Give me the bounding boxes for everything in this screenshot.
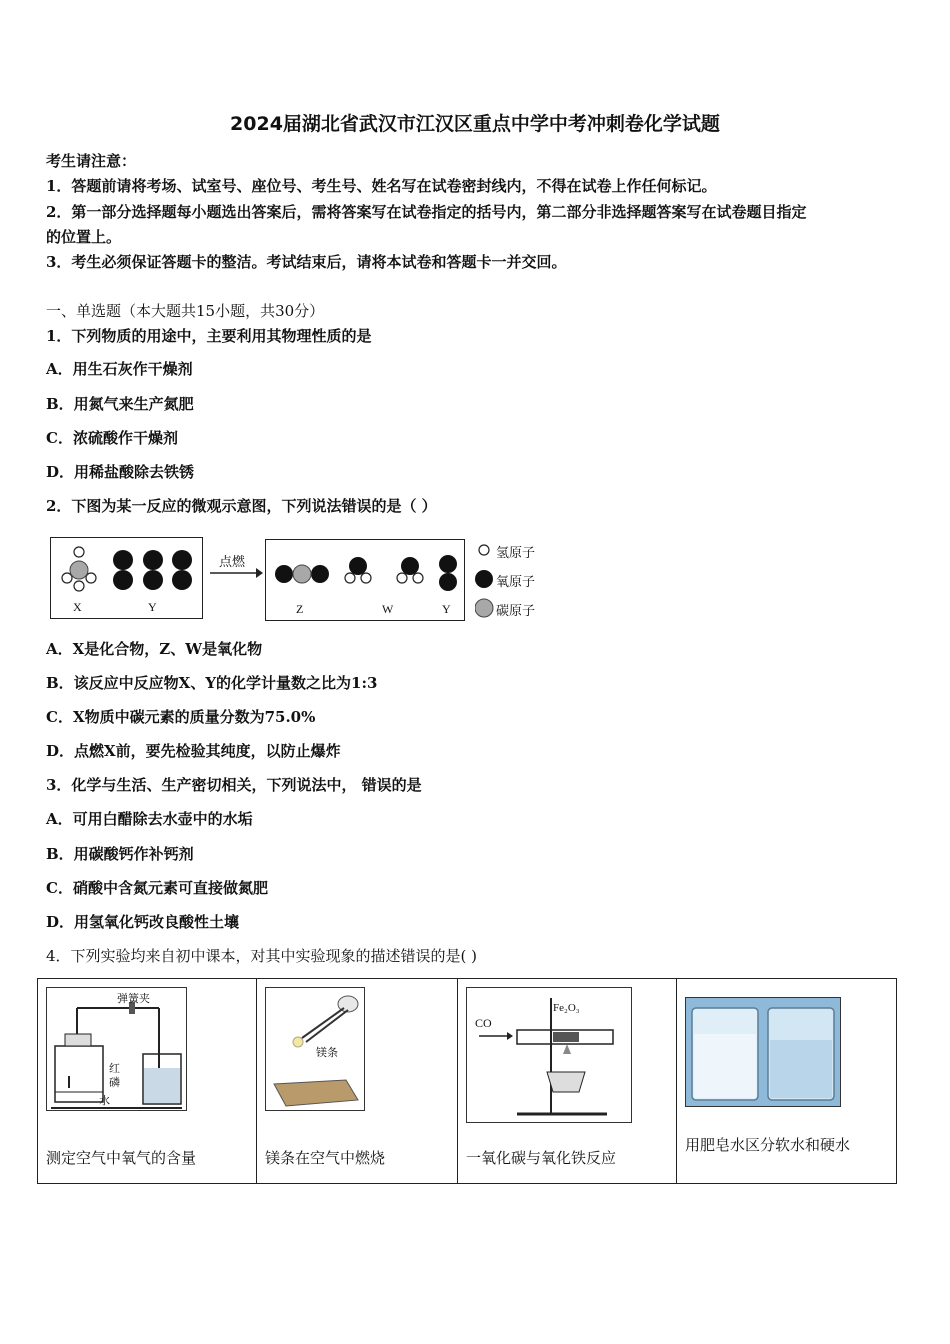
co-fe2o3-apparatus-image (466, 987, 632, 1123)
notice-item: 的位置上。 (46, 228, 122, 246)
option-b: B．该反应中反应物X、Y的化学计量数之比为1:3 (46, 674, 378, 692)
beakers-icon (686, 998, 840, 1106)
experiment-table (37, 978, 897, 1184)
soap-water-image (685, 997, 841, 1107)
experiment-cell (257, 979, 458, 1184)
option-d: D．点燃X前，要先检验其纯度，以防止爆炸 (46, 742, 341, 760)
arrow-label: 点燃 (219, 554, 246, 569)
option-c: C．X物质中碳元素的质量分数为75.0% (46, 708, 316, 726)
section-heading: 一、单选题（本大题共15小题，共30分） (46, 302, 325, 320)
experiment-caption: 测定空气中氧气的含量 (46, 1149, 197, 1167)
question-stem: 4．下列实验均来自初中课本，对其中实验现象的描述错误的是( ) (46, 947, 478, 965)
label-z: Z (296, 602, 304, 616)
experiment-cell (677, 979, 897, 1184)
label-red: 红 (109, 1063, 120, 1075)
notice-item: 1．答题前请将考场、试室号、座位号、考生号、姓名写在试卷密封线内，不得在试卷上作任何标记。 (46, 177, 717, 195)
experiment-caption: 镁条在空气中燃烧 (265, 1149, 386, 1167)
notice-item: 2．第一部分选择题每小题选出答案后，需将答案写在试卷指定的括号内，第二部分非选择题答案写在试卷题目指定 (46, 203, 807, 221)
label-phosphorus: 磷 (109, 1077, 120, 1089)
legend-hydrogen: 氢原子 (496, 546, 536, 561)
label-water: 水 (99, 1095, 110, 1107)
oxygen-apparatus-image (46, 987, 187, 1111)
legend-icons (475, 539, 497, 623)
page-title: 2024届湖北省武汉市江汉区重点中学中考冲刺卷化学试题 (230, 113, 720, 135)
reaction-diagram (50, 537, 550, 623)
product-box (265, 539, 465, 621)
option-d: D．用稀盐酸除去铁锈 (46, 463, 195, 481)
reaction-arrow-icon (208, 566, 264, 580)
label-w: W (382, 602, 394, 616)
question-stem: 2．下图为某一反应的微观示意图，下列说法错误的是（ ） (46, 497, 437, 515)
experiment-cell (458, 979, 677, 1184)
option-d: D．用氢氧化钙改良酸性土壤 (46, 913, 240, 931)
reactant-box (50, 537, 203, 619)
notice-heading: 考生请注意： (46, 152, 137, 170)
notice-item: 3．考生必须保证答题卡的整洁。考试结束后，请将本试卷和答题卡一并交回。 (46, 253, 567, 271)
option-b: B．用碳酸钙作补钙剂 (46, 845, 194, 863)
experiment-caption: 一氧化碳与氧化铁反应 (466, 1149, 617, 1167)
legend-carbon: 碳原子 (496, 604, 536, 619)
label-magnesium: 镁条 (316, 1047, 338, 1059)
option-c: C．硝酸中含氮元素可直接做氮肥 (46, 879, 268, 897)
flask-icon (47, 988, 186, 1110)
question-stem: 3．化学与生活、生产密切相关，下列说法中， 错误的是 (46, 776, 422, 794)
label-clamp: 弹簧夹 (117, 993, 150, 1005)
option-a: A．可用白醋除去水壶中的水垢 (46, 810, 253, 828)
option-a: A．X是化合物，Z、W是氧化物 (46, 640, 263, 658)
experiment-caption: 用肥皂水区分软水和硬水 (685, 1136, 851, 1154)
option-b: B．用氮气来生产氮肥 (46, 395, 194, 413)
magnesium-burning-image (265, 987, 365, 1111)
option-a: A．用生石灰作干燥剂 (46, 360, 193, 378)
legend-oxygen: 氧原子 (496, 575, 536, 590)
experiment-cell (38, 979, 257, 1184)
question-stem: 1．下列物质的用途中，主要利用其物理性质的是 (46, 327, 372, 345)
tongs-icon (266, 988, 364, 1110)
tube-apparatus-icon (467, 988, 631, 1122)
label-y: Y (148, 600, 157, 614)
label-x: X (73, 600, 82, 614)
label-co: CO (475, 1016, 492, 1030)
option-c: C．浓硫酸作干燥剂 (46, 429, 178, 447)
label-fe2o3: Fe₂O₃ (553, 1002, 580, 1014)
label-y2: Y (442, 602, 451, 616)
